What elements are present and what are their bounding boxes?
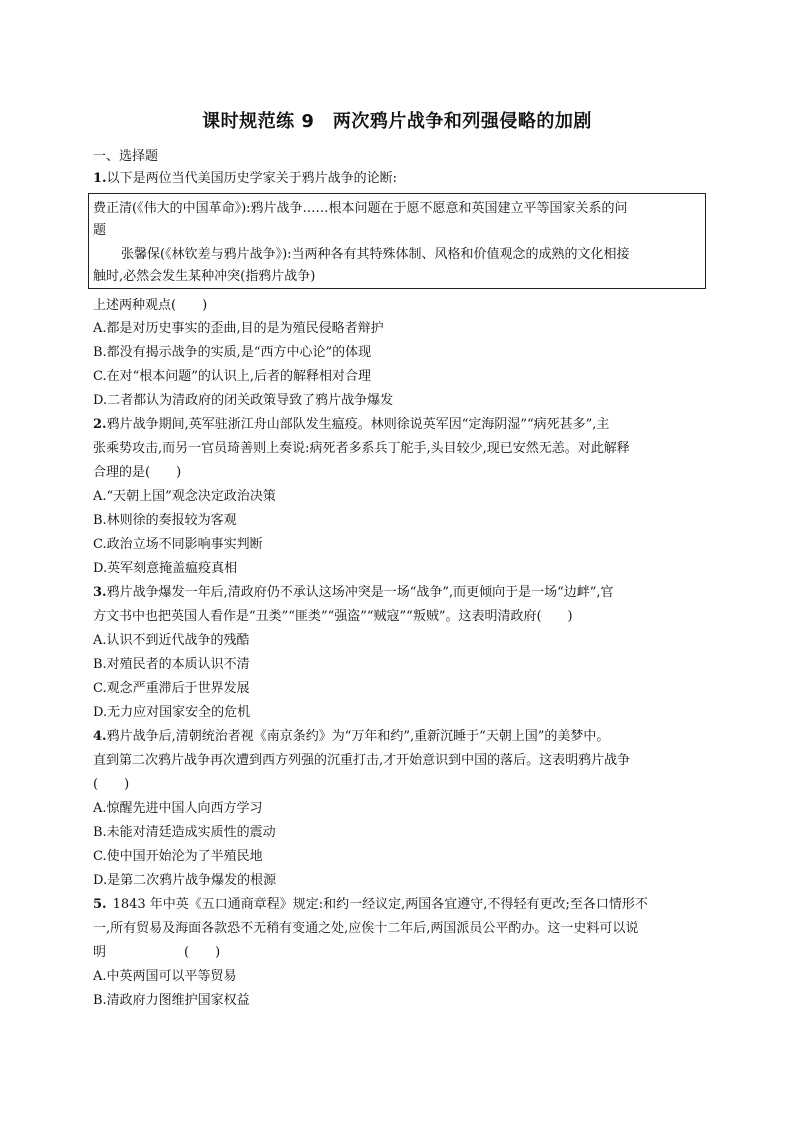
question-4-line2: 直到第二次鸦片战争再次遭到西方列强的沉重打击,才开始意识到中国的落后。这表明鸦片战争 — [93, 753, 631, 768]
option-c[interactable]: C.使中国开始沦为了半殖民地 — [93, 849, 263, 864]
option-b[interactable]: B.未能对清廷造成实质性的震动 — [93, 825, 276, 840]
option-a[interactable]: A.中英两国可以平等贸易 — [93, 969, 237, 984]
option-d[interactable]: D.二者都认为清政府的闭关政策导致了鸦片战争爆发 — [93, 393, 394, 408]
option-d[interactable]: D.英军刻意掩盖瘟疫真相 — [93, 561, 238, 576]
option-c[interactable]: C.观念严重滞后于世界发展 — [93, 681, 250, 696]
section-heading: 一、选择题 — [93, 149, 159, 164]
option-b[interactable]: B.对殖民者的本质认识不清 — [93, 657, 250, 672]
question-text: 1843 年中英《五口通商章程》规定:和约一经议定,两国各宜遵守,不得轻有更改;至各口情形不 — [112, 897, 648, 912]
question-3-line2: 方文书中也把英国人看作是“丑类”“匪类”“强盗”“贼寇”“叛贼”。这表明清政府( ) — [93, 609, 573, 624]
question-1-stem — [93, 168, 713, 190]
option-b[interactable]: B.清政府力图维护国家权益 — [93, 993, 250, 1008]
quote-fairbank-line1: 费正清(《伟大的中国革命》):鸦片战争……根本问题在于愿不愿意和英国建立平等国家关系的问 — [93, 201, 628, 216]
question-number: 3. — [93, 585, 107, 600]
question-4-line3: ( ) — [93, 777, 130, 792]
option-c[interactable]: C.在对“根本问题”的认识上,后者的解释相对合理 — [93, 369, 372, 384]
option-b[interactable]: B.都没有揭示战争的实质,是“西方中心论”的体现 — [93, 345, 372, 360]
option-a[interactable]: A.认识不到近代战争的残酷 — [93, 633, 250, 648]
question-5-line2: 一,所有贸易及海面各款恐不无稍有变通之处,应俟十二年后,两国派员公平酌办。这一史料可以说 — [93, 921, 639, 936]
quote-chang-line2: 触时,必然会发生某种冲突(指鸦片战争) — [93, 269, 316, 284]
question-number: 1. — [93, 171, 107, 186]
option-b[interactable]: B.林则徐的奏报较为客观 — [93, 513, 237, 528]
option-a[interactable]: A.惊醒先进中国人向西方学习 — [93, 801, 263, 816]
question-number: 4. — [93, 729, 107, 744]
option-a[interactable]: A.都是对历史事实的歪曲,目的是为殖民侵略者辩护 — [93, 321, 384, 336]
question-2-line3: 合理的是( ) — [93, 465, 182, 480]
question-2-line2: 张乘势攻击,而另一官员琦善则上奏说:病死者多系兵丁舵手,头目较少,现已安然无恙。对此解释 — [93, 441, 630, 456]
question-5-line1 — [93, 894, 713, 916]
page-title: 课时规范练 9 两次鸦片战争和列强侵略的加剧 — [202, 111, 592, 132]
question-text: 鸦片战争爆发一年后,清政府仍不承认这场冲突是一场“战争”,而更倾向于是一场“边衅”,官 — [106, 585, 614, 600]
quote-fairbank-line2: 题 — [93, 223, 107, 238]
option-d[interactable]: D.无力应对国家安全的危机 — [93, 705, 251, 720]
question-2-line1 — [93, 414, 713, 436]
question-3-line1 — [93, 582, 713, 604]
question-text: 鸦片战争后,清朝统治者视《南京条约》为“万年和约”,重新沉睡于“天朝上国”的美梦中。 — [106, 729, 610, 744]
question-text: 以下是两位当代美国历史学家关于鸦片战争的论断: — [106, 171, 397, 186]
question-number: 5. — [93, 897, 107, 912]
question-1-ask: 上述两种观点( ) — [93, 298, 208, 313]
question-4-line1 — [93, 726, 713, 748]
quote-chang-line1: 张馨保(《林钦差与鸦片战争》):当两种各有其特殊体制、风格和价值观念的成熟的文化相接 — [121, 247, 630, 262]
question-5-line3: 明 ( ) — [93, 945, 221, 960]
question-number: 2. — [93, 417, 107, 432]
question-text: 鸦片战争期间,英军驻浙江舟山部队发生瘟疫。林则徐说英军因“定海阴湿”“病死甚多”,主 — [106, 417, 610, 432]
option-a[interactable]: A.“天朝上国”观念决定政治决策 — [93, 489, 276, 504]
option-c[interactable]: C.政治立场不同影响事实判断 — [93, 537, 263, 552]
option-d[interactable]: D.是第二次鸦片战争爆发的根源 — [93, 873, 277, 888]
